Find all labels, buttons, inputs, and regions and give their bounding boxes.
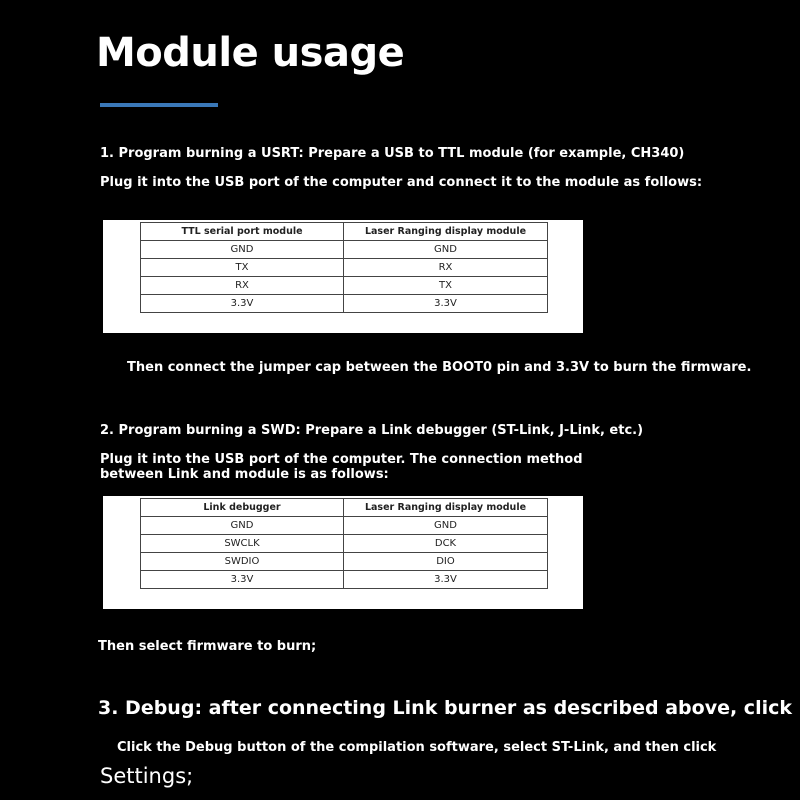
column-header: Link debugger <box>141 499 344 517</box>
table-cell: RX <box>344 259 548 277</box>
usart-wiring-table <box>140 222 548 313</box>
section2-note: Then select firmware to burn; <box>98 639 317 654</box>
table-header-row <box>141 223 548 241</box>
section3-heading: 3. Debug: after connecting Link burner as described above, click <box>98 697 792 719</box>
table-row <box>141 259 548 277</box>
column-header: Laser Ranging display module <box>344 223 548 241</box>
section2-instruction-line2: between Link and module is as follows: <box>100 467 389 482</box>
table-row <box>141 277 548 295</box>
table-header-row <box>141 499 548 517</box>
table-cell: DIO <box>344 553 548 571</box>
title-underline <box>100 103 218 107</box>
table-cell: 3.3V <box>344 571 548 589</box>
section1-instruction: Plug it into the USB port of the computer and connect it to the module as follows: <box>100 175 703 190</box>
table-cell: GND <box>344 241 548 259</box>
table-row <box>141 295 548 313</box>
table-cell: GND <box>141 241 344 259</box>
table-row <box>141 535 548 553</box>
table-cell: RX <box>141 277 344 295</box>
column-header: Laser Ranging display module <box>344 499 548 517</box>
table-row <box>141 241 548 259</box>
table-cell: TX <box>141 259 344 277</box>
table-cell: SWDIO <box>141 553 344 571</box>
table-row <box>141 571 548 589</box>
section1-note: Then connect the jumper cap between the BOOT0 pin and 3.3V to burn the firmware. <box>127 360 752 375</box>
section2-heading: 2. Program burning a SWD: Prepare a Link debugger (ST-Link, J-Link, etc.) <box>100 423 644 438</box>
table-cell: 3.3V <box>344 295 548 313</box>
section2-instruction-line1: Plug it into the USB port of the computer. The connection method <box>100 452 583 467</box>
section1-heading: 1. Program burning a USRT: Prepare a USB to TTL module (for example, CH340) <box>100 146 685 161</box>
settings-label: Settings; <box>100 764 194 788</box>
table-cell: 3.3V <box>141 571 344 589</box>
column-header: TTL serial port module <box>141 223 344 241</box>
table-row <box>141 517 548 535</box>
table-row <box>141 553 548 571</box>
table-cell: TX <box>344 277 548 295</box>
table-cell: SWCLK <box>141 535 344 553</box>
swd-wiring-table <box>140 498 548 589</box>
section3-instruction: Click the Debug button of the compilation software, select ST-Link, and then click <box>117 740 717 755</box>
table-cell: 3.3V <box>141 295 344 313</box>
page-title: Module usage <box>96 30 405 76</box>
table-cell: DCK <box>344 535 548 553</box>
table-cell: GND <box>141 517 344 535</box>
table-cell: GND <box>344 517 548 535</box>
